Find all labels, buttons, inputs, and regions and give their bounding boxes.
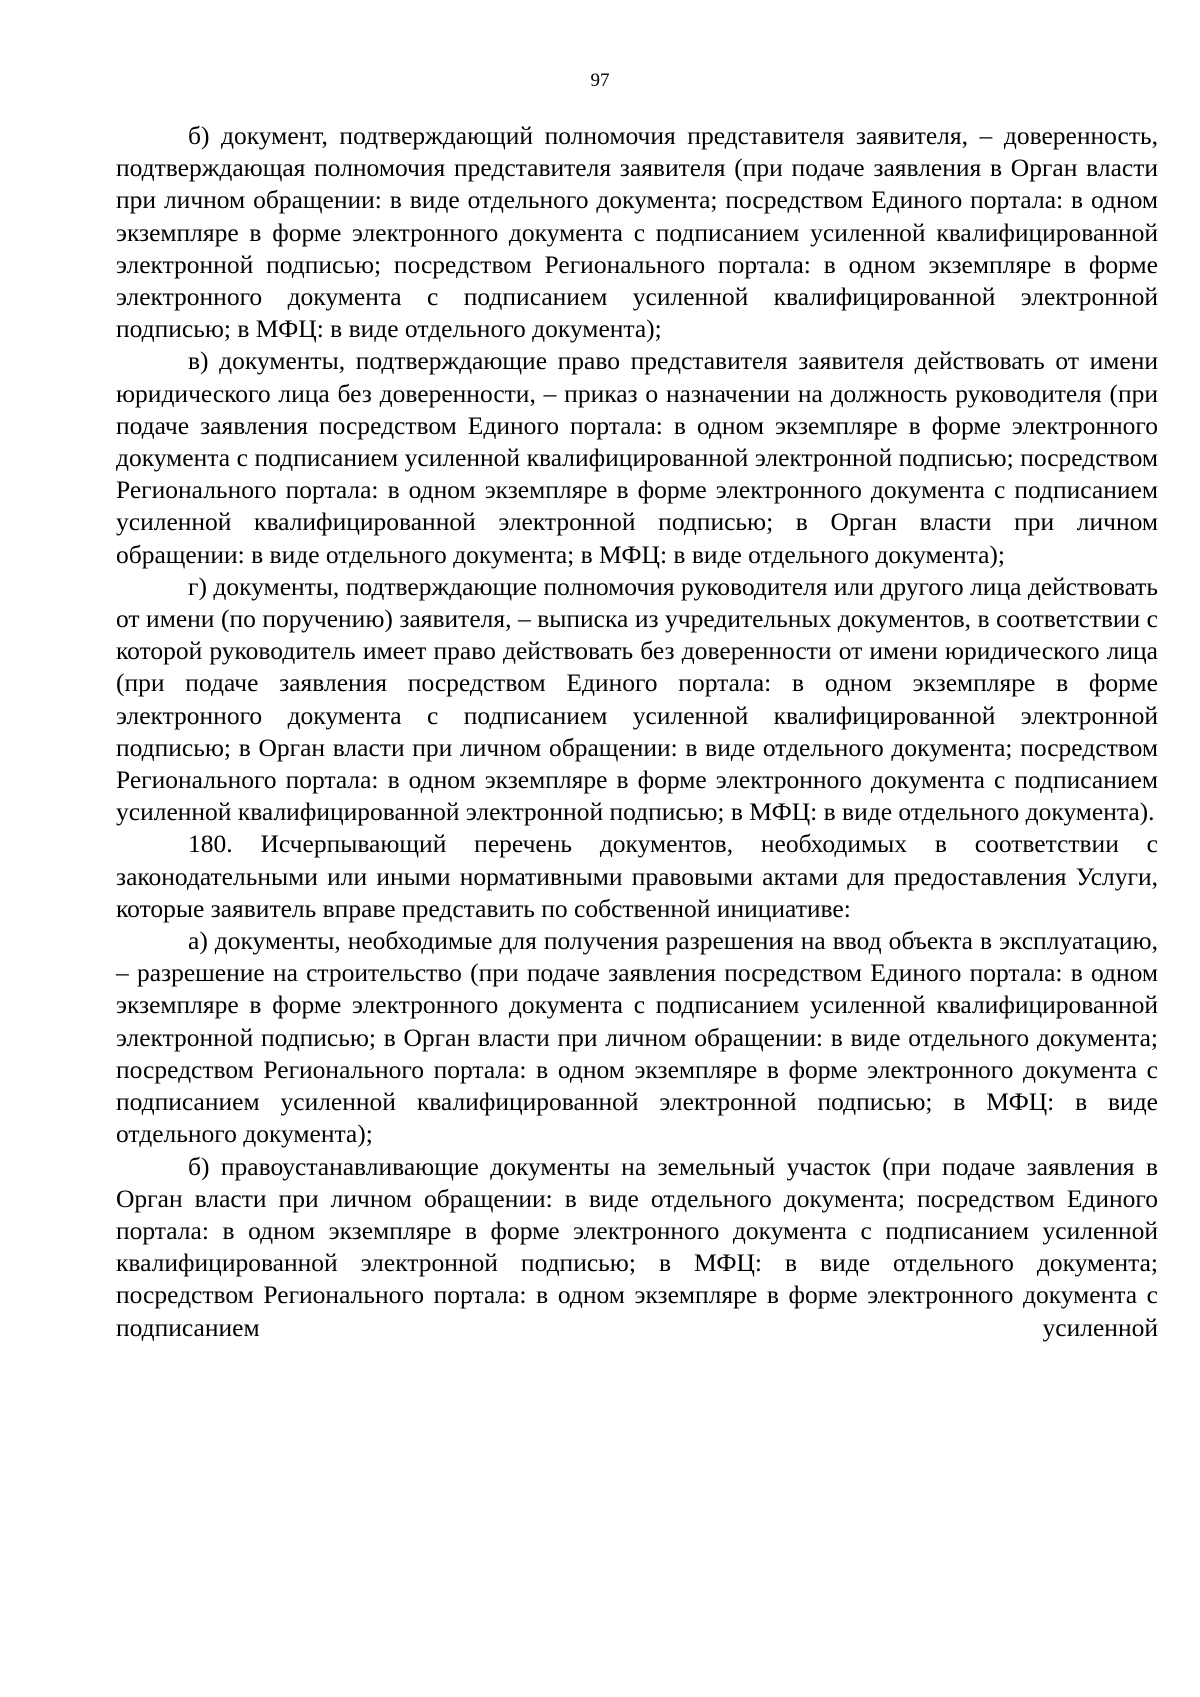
document-body (116, 120, 1158, 1344)
paragraph-b-representative-authority: б) документ, подтверждающий полномочия представителя заявителя, – доверенность, подтверждающая полномочия представителя заявителя (при подаче заявления в Орган власти при личном обращении: в виде отдельного документа; посредством Единого портала: в одном экземпляре в форме электронного документа с подписанием усиленной квалифицированной электронной подписью; посредством Регионального портала: в одном экземпляре в форме электронного документа с подписанием усиленной квалифицированной электронной подписью; в МФЦ: в виде отдельного документа); (116, 121, 1158, 344)
paragraph-a-building-permit: а) документы, необходимые для получения разрешения на ввод объекта в эксплуатацию, – разрешение на строительство (при подаче заявления посредством Единого портала: в одном экземпляре в форме электронного документа с подписанием усиленной квалифицированной электронной подписью; в Орган власти при личном обращении: в виде отдельного документа; посредством Регионального портала: в одном экземпляре в форме электронного документа с подписанием усиленной квалифицированной электронной подписью; в МФЦ: в виде отдельного документа); (116, 926, 1158, 1149)
paragraph-b-land-title-documents: б) правоустанавливающие документы на земельный участок (при подаче заявления в Орган власти при личном обращении: в виде отдельного документа; посредством Единого портала: в одном экземпляре в форме электронного документа с подписанием усиленной квалифицированной электронной подписью; в МФЦ: в виде отдельного документа; посредством Регионального портала: в одном экземпляре в форме электронного документа с подписанием усиленной (116, 1151, 1158, 1342)
paragraph-180-document-list: 180. Исчерпывающий перечень документов, необходимых в соответствии с законодательными или иными нормативными правовыми актами для предоставления Услуги, которые заявитель вправе представить по собственной инициативе: (116, 829, 1158, 923)
paragraph-g-head-authority: г) документы, подтверждающие полномочия руководителя или другого лица действовать от имени (по поручению) заявителя, – выписка из учредительных документов, в соответствии с которой руководитель имеет право действовать без доверенности от имени юридического лица (при подаче заявления посредством Единого портала: в одном экземпляре в форме электронного документа с подписанием усиленной квалифицированной электронной подписью; в Орган власти при личном обращении: в виде отдельного документа; посредством Регионального портала: в одном экземпляре в форме электронного документа с подписанием усиленной квалифицированной электронной подписью; в МФЦ: в виде отдельного документа). (116, 571, 1158, 827)
page-number: 97 (590, 70, 610, 91)
paragraph-v-representative-right: в) документы, подтверждающие право представителя заявителя действовать от имени юридического лица без доверенности, – приказ о назначении на должность руководителя (при подаче заявления посредством Единого портала: в одном экземпляре в форме электронного документа с подписанием усиленной квалифицированной электронной подписью; посредством Регионального портала: в одном экземпляре в форме электронного документа с подписанием усиленной квалифицированной электронной подписью; в Орган власти при личном обращении: в виде отдельного документа; в МФЦ: в виде отдельного документа); (116, 346, 1158, 569)
